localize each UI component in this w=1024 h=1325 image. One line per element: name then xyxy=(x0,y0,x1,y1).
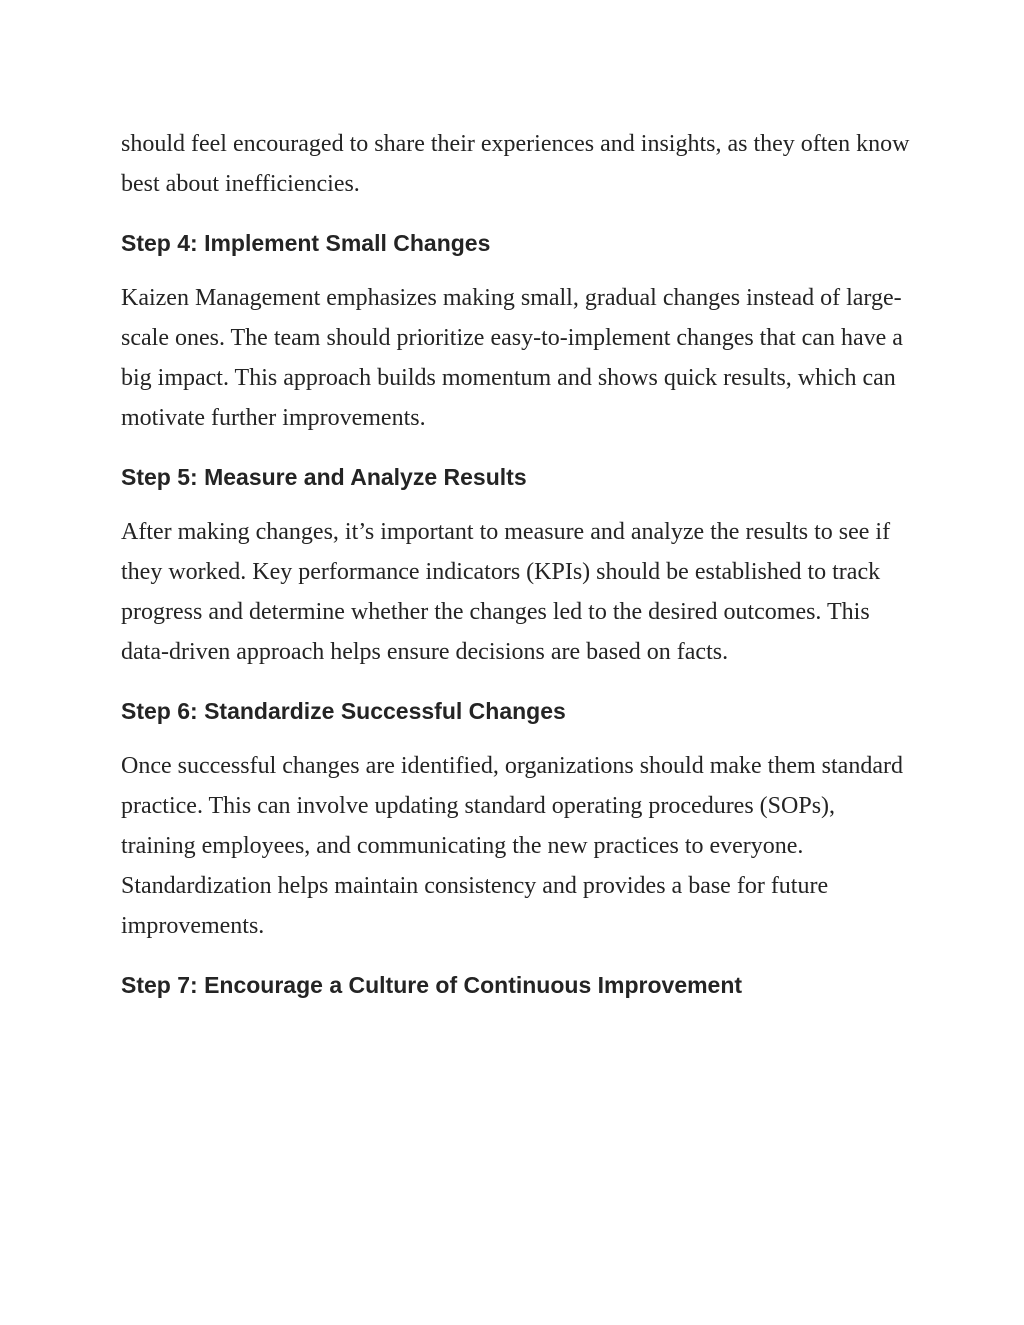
step-6-heading: Step 6: Standardize Successful Changes xyxy=(121,698,566,724)
step-5-heading: Step 5: Measure and Analyze Results xyxy=(121,464,527,490)
step-6-paragraph: Once successful changes are identified, organizations should make them standard practice. This can involve updating standard operating procedures (SOPs), training employees, and communicating the new practices to everyone. Standardization helps maintain consistency and provides a base for future improvements. xyxy=(121,753,903,939)
intro-paragraph: should feel encouraged to share their experiences and insights, as they often know best about inefficiencies. xyxy=(121,131,910,197)
step-4-heading: Step 4: Implement Small Changes xyxy=(121,230,491,256)
step-7-heading: Step 7: Encourage a Culture of Continuous Improvement xyxy=(121,972,743,998)
step-4-paragraph: Kaizen Management emphasizes making small, gradual changes instead of large-scale ones. The team should prioritize easy-to-implement changes that can have a big impact. This approach builds momentum and shows quick results, which can motivate further improvements. xyxy=(121,285,903,431)
article-content xyxy=(121,124,911,1000)
step-5-paragraph: After making changes, it’s important to measure and analyze the results to see if they worked. Key performance indicators (KPIs) should be established to track progress and determine whether the changes led to the desired outcomes. This data-driven approach helps ensure decisions are based on facts. xyxy=(121,519,891,665)
